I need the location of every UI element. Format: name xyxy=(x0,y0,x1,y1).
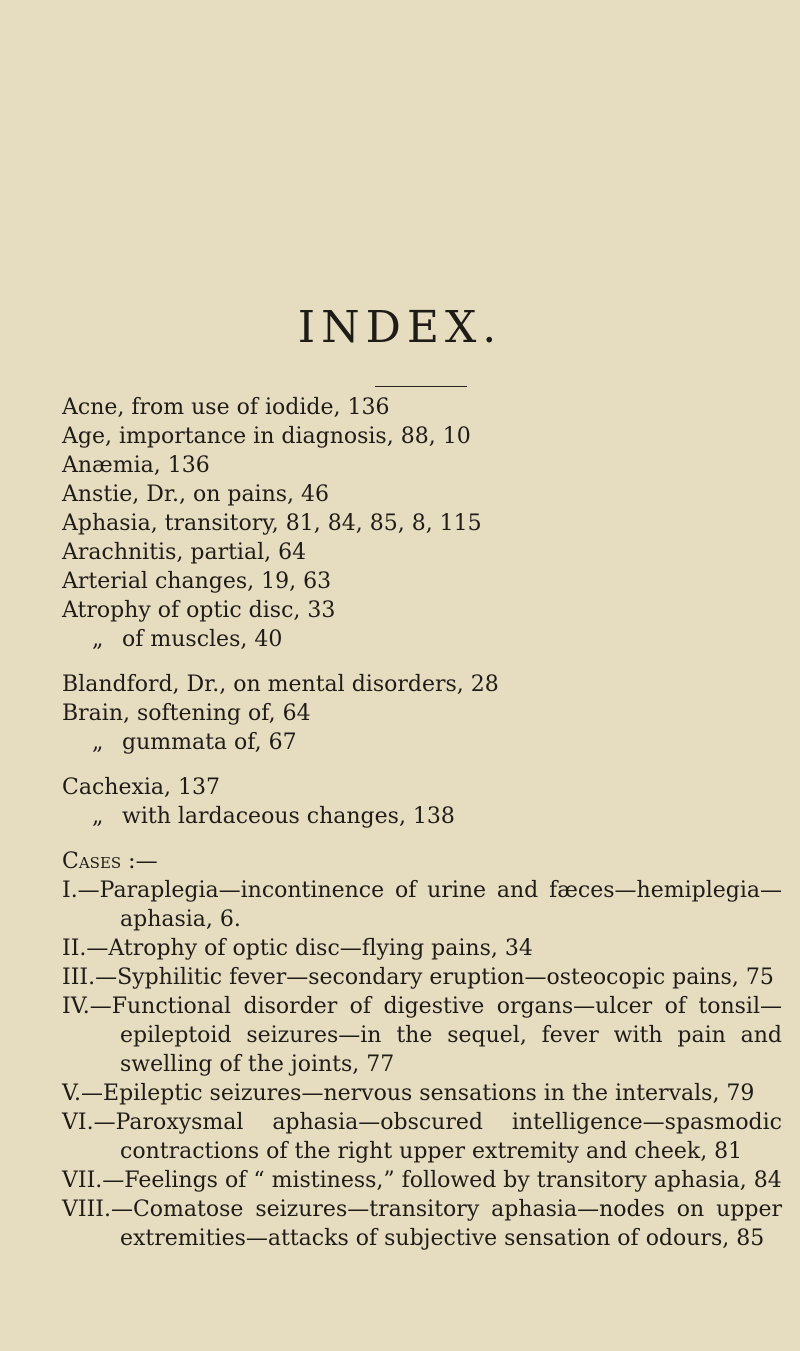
index-entry-blandford: Blandford, Dr., on mental disorders, 28 xyxy=(62,672,499,697)
index-subentry-cachexia-lardaceous xyxy=(62,802,782,831)
ditto-mark: „ xyxy=(92,627,104,652)
case-entry-1: I.—Paraplegia—incontinence of urine and fæces—hemiplegia—aphasia, 6. xyxy=(62,878,782,932)
index-entry-anstie: Anstie, Dr., on pains, 46 xyxy=(62,482,330,507)
subentry-text: with lardaceous changes, 138 xyxy=(122,804,455,829)
case-entry-6: VI.—Paroxysmal aphasia—obscured intelligence—spasmodic contractions of the right upper extremity and cheek, 81 xyxy=(62,1110,782,1164)
page-title: INDEX. xyxy=(297,302,503,353)
subentry-text: gummata of, 67 xyxy=(122,730,297,755)
case-entry-8: VIII.—Comatose seizures—transitory aphasia—nodes on upper extremities—attacks of subjective sensation of odours, 85 xyxy=(62,1197,782,1251)
index-entry-anaemia: Anæmia, 136 xyxy=(62,453,210,478)
index-entry-age: Age, importance in diagnosis, 88, 10 xyxy=(62,424,471,449)
index-entry-atrophy: Atrophy of optic disc, 33 xyxy=(62,598,336,623)
case-entry-4: IV.—Functional disorder of digestive organs—ulcer of tonsil—epileptoid seizures—in the sequel, fever with pain and swelling of the joints, 77 xyxy=(62,994,782,1077)
index-subentry-atrophy-muscles xyxy=(62,625,782,654)
index-entry-arterial: Arterial changes, 19, 63 xyxy=(62,569,332,594)
title-rule xyxy=(375,386,467,387)
index-entry-aphasia: Aphasia, transitory, 81, 84, 85, 8, 115 xyxy=(62,511,482,536)
index-entry-brain: Brain, softening of, 64 xyxy=(62,701,311,726)
index-entry-cachexia: Cachexia, 137 xyxy=(62,775,220,800)
index-subentry-brain-gummata xyxy=(62,728,782,757)
case-entry-5: V.—Epileptic seizures—nervous sensations in the intervals, 79 xyxy=(62,1081,755,1106)
case-entry-7: VII.—Feelings of “ mistiness,” followed by transitory aphasia, 84 xyxy=(62,1168,782,1193)
index-entries xyxy=(62,393,782,1253)
cases-heading: Cases :— xyxy=(62,849,158,874)
ditto-mark: „ xyxy=(92,730,104,755)
subentry-text: of muscles, 40 xyxy=(122,627,283,652)
index-entry-acne: Acne, from use of iodide, 136 xyxy=(62,395,390,420)
ditto-mark: „ xyxy=(92,804,104,829)
case-entry-3: III.—Syphilitic fever—secondary eruption—osteocopic pains, 75 xyxy=(62,965,774,990)
index-entry-arachnitis: Arachnitis, partial, 64 xyxy=(62,540,307,565)
case-entry-2: II.—Atrophy of optic disc—flying pains, 34 xyxy=(62,936,533,961)
